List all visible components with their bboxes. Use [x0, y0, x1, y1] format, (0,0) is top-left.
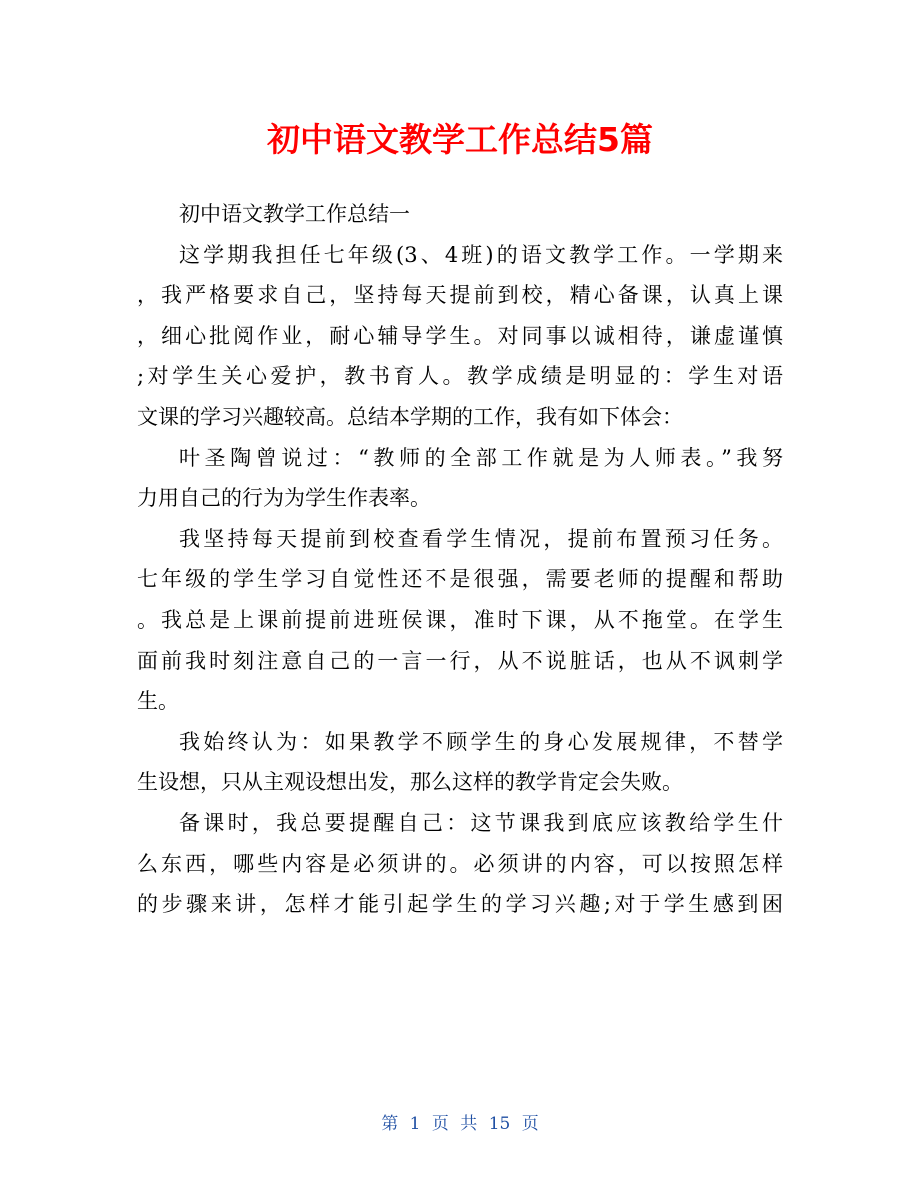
paragraph-line: 面前我时刻注意自己的一言一行，从不说脏话，也从不讽刺学 — [137, 648, 783, 673]
paragraph-line: 文课的学习兴趣较高。总结本学期的工作，我有如下体会： — [137, 404, 683, 429]
paragraph-line: ，细心批阅作业，耐心辅导学生。对同事以诚相待，谦虚谨慎 — [137, 323, 783, 348]
paragraph-line: 力用自己的行为为学生作表率。 — [137, 486, 431, 511]
paragraph-2 — [137, 235, 783, 438]
paragraph-4 — [137, 519, 783, 722]
page-number-footer: 第 1 页 共 15 页 — [381, 1114, 539, 1134]
paragraph-line: 叶圣陶曾说过：“教师的全部工作就是为人师表。”我努 — [179, 445, 783, 470]
paragraph-line: 备课时，我总要提醒自己：这节课我到底应该教给学生什 — [179, 810, 783, 835]
paragraph-3 — [137, 438, 783, 519]
paragraph-line: 么东西，哪些内容是必须讲的。必须讲的内容，可以按照怎样 — [137, 851, 783, 876]
paragraph-1 — [137, 194, 783, 235]
paragraph-line: 这学期我担任七年级(3、4班)的语文教学工作。一学期来 — [179, 242, 783, 267]
paragraph-line: 的步骤来讲，怎样才能引起学生的学习兴趣;对于学生感到困 — [137, 892, 783, 917]
paragraph-line: 生设想，只从主观设想出发，那么这样的教学肯定会失败。 — [137, 770, 683, 795]
paragraph-line: 七年级的学生学习自觉性还不是很强，需要老师的提醒和帮助 — [137, 567, 783, 592]
paragraph-5 — [137, 722, 783, 803]
document-body — [137, 194, 783, 925]
paragraph-line: 。我总是上课前提前进班侯课，准时下课，从不拖堂。在学生 — [137, 607, 783, 632]
paragraph-line: 我坚持每天提前到校查看学生情况，提前布置预习任务。 — [179, 526, 783, 551]
paragraph-line: 我始终认为：如果教学不顾学生的身心发展规律，不替学 — [179, 729, 783, 754]
paragraph-6 — [137, 803, 783, 925]
paragraph-line: 生。 — [137, 689, 179, 714]
paragraph-line: 初中语文教学工作总结一 — [179, 202, 410, 226]
paragraph-line: ，我严格要求自己，坚持每天提前到校，精心备课，认真上课 — [137, 283, 783, 308]
document-title: 初中语文教学工作总结5篇 — [267, 120, 653, 159]
paragraph-line: ;对学生关心爱护，教书育人。教学成绩是明显的：学生对语 — [137, 364, 783, 389]
